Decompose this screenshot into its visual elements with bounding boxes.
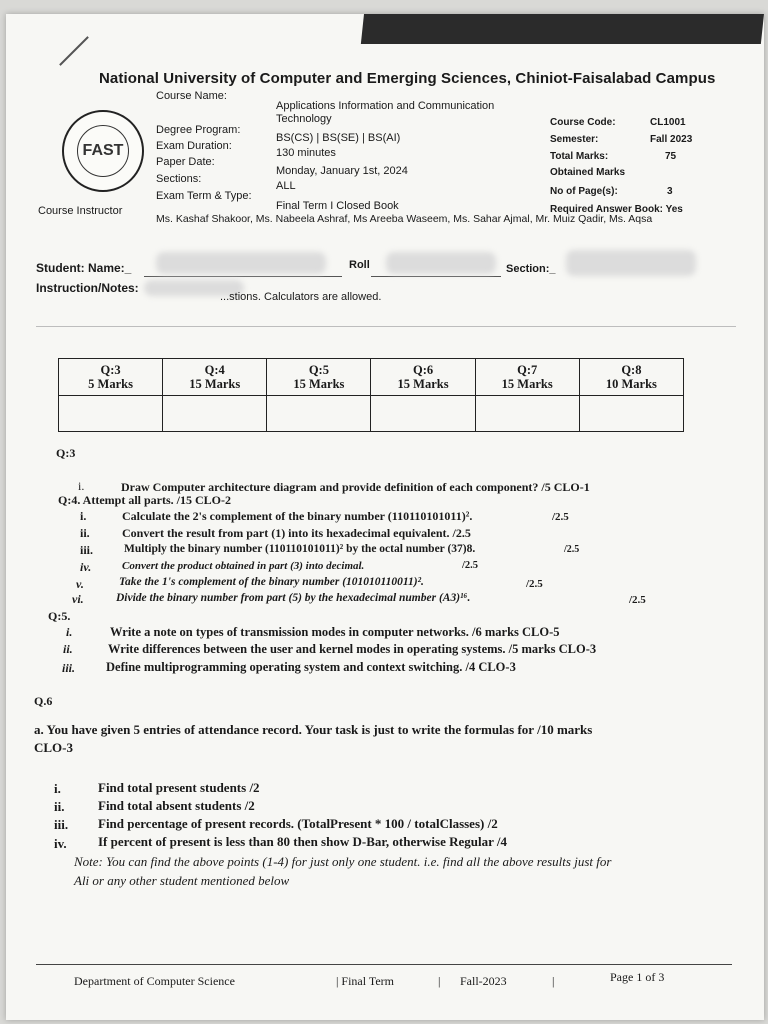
q4-item-number: i. <box>80 509 87 523</box>
q4-item-text: Convert the result from part (1) into its hexadecimal equivalent. /2.5 <box>122 526 471 540</box>
answer-book-label: Required Answer Book: Yes <box>550 204 683 215</box>
pen-mark <box>59 36 89 66</box>
obtained-marks-label: Obtained Marks <box>550 167 626 178</box>
total-marks-value: 75 <box>665 151 677 162</box>
semester-label: Semester: <box>550 134 599 145</box>
q4-item-text: Take the 1's complement of the binary number (101010110011)². <box>119 576 424 588</box>
q6-intro-line-1: a. You have given 5 entries of attendance record. Your task is just to write the formulas for /10 marks <box>34 722 593 737</box>
q6-item-number: iii. <box>54 817 69 832</box>
marks-q-label: Q:4 <box>204 363 225 377</box>
q3-item-number: i. <box>78 479 85 493</box>
q6-item-text: Find percentage of present records. (TotalPresent * 100 / totalClasses) /2 <box>98 816 498 831</box>
redacted-section <box>566 250 696 276</box>
section-label: Section:_ <box>506 263 556 275</box>
roll-label: Roll <box>349 259 370 271</box>
q4-item-mark: /2.5 <box>629 594 646 606</box>
marks-q-label: Q:3 <box>100 363 121 377</box>
q6-item-number: ii. <box>54 799 65 814</box>
q5-item-number: iii. <box>62 661 76 675</box>
q4-item-number: v. <box>76 577 84 591</box>
marks-q-label: Q:7 <box>517 363 538 377</box>
logo-emblem: FAST <box>77 125 129 177</box>
q6-intro-line-2: CLO-3 <box>34 740 73 755</box>
q4-title: Q:4. Attempt all parts. /15 CLO-2 <box>58 493 231 507</box>
footer-page-number: Page 1 of 3 <box>610 970 665 984</box>
q6-item-number: i. <box>54 781 61 796</box>
instructor-label: Course Instructor <box>38 205 123 217</box>
q6-note-line-2: Ali or any other student mentioned below <box>74 873 290 888</box>
section-divider <box>36 326 736 327</box>
term-label: Exam Term & Type: <box>156 190 252 202</box>
q4-item-number: iii. <box>80 543 94 557</box>
q6-title: Q.6 <box>34 694 53 708</box>
background-corner <box>361 14 764 44</box>
degree-label: Degree Program: <box>156 124 241 136</box>
marks-q-label: Q:6 <box>412 363 434 377</box>
course-code-label: Course Code: <box>550 117 616 128</box>
marks-cell-q6 <box>371 359 475 396</box>
student-name-label: Student: Name:_ <box>36 261 132 275</box>
footer-term: | Final Term <box>336 974 395 988</box>
marks-table-header-row <box>59 359 684 396</box>
q6-item-text: Find total present students /2 <box>98 780 260 795</box>
sections-value: ALL <box>276 180 296 192</box>
footer-department: Department of Computer Science <box>74 974 235 988</box>
roll-underline <box>371 276 501 277</box>
instructions-label: Instruction/Notes: <box>36 281 139 295</box>
q4-item-mark: /2.5 <box>552 511 569 523</box>
footer-divider <box>36 964 732 965</box>
university-logo <box>62 110 144 192</box>
q5-title: Q:5. <box>48 609 71 623</box>
marks-value: 5 Marks <box>88 377 133 391</box>
q4-item-text: Multiply the binary number (110110101011)² by the octal number (37)8. <box>124 543 476 555</box>
term-value: Final Term I Closed Book <box>276 200 399 212</box>
marks-cell-q8 <box>579 359 683 396</box>
date-label: Paper Date: <box>156 156 215 168</box>
course-name-label: Course Name: <box>156 90 227 102</box>
marks-value: 15 Marks <box>397 377 449 391</box>
footer-separator: | <box>438 974 441 988</box>
marks-value: 15 Marks <box>189 377 241 391</box>
sections-label: Sections: <box>156 173 202 185</box>
q4-item-text: Convert the product obtained in part (3) into decimal. <box>122 560 365 572</box>
q6-item-number: iv. <box>54 836 67 851</box>
footer-semester: Fall-2023 <box>460 974 507 988</box>
q6-note-line-1: Note: You can find the above points (1-4) for just only one student. i.e. find all the above results just for <box>74 854 612 869</box>
duration-label: Exam Duration: <box>156 140 232 152</box>
q5-item-text: Define multiprogramming operating system and context switching. /4 CLO-3 <box>106 660 516 674</box>
q3-item-text: Draw Computer architecture diagram and provide definition of each component? /5 CLO-1 <box>121 480 590 494</box>
q4-item-number: iv. <box>80 560 92 574</box>
semester-value: Fall 2023 <box>650 134 693 145</box>
course-code-value: CL1001 <box>650 117 686 128</box>
score-cell <box>163 396 267 432</box>
score-cell <box>59 396 163 432</box>
pages-value: 3 <box>667 186 673 197</box>
marks-cell-q7 <box>475 359 579 396</box>
name-underline <box>144 276 342 277</box>
redacted-name <box>156 252 326 274</box>
marks-cell-q5 <box>267 359 371 396</box>
score-cell <box>267 396 371 432</box>
q4-item-text: Divide the binary number from part (5) by the hexadecimal number (A3)¹⁶. <box>116 592 471 604</box>
course-name-value-2: Technology <box>276 113 332 125</box>
date-value: Monday, January 1st, 2024 <box>276 165 408 177</box>
instructions-text: ...stions. Calculators are allowed. <box>220 291 382 303</box>
exam-paper <box>6 14 764 1020</box>
marks-value: 15 Marks <box>501 377 553 391</box>
marks-q-label: Q:8 <box>621 363 642 377</box>
q5-item-text: Write a note on types of transmission modes in computer networks. /6 marks CLO-5 <box>110 625 560 639</box>
q4-item-number: vi. <box>72 592 84 606</box>
score-cell <box>475 396 579 432</box>
marks-table <box>58 358 684 432</box>
degree-value: BS(CS) | BS(SE) | BS(AI) <box>276 132 401 144</box>
marks-q-label: Q:5 <box>308 363 329 377</box>
q6-item-text: Find total absent students /2 <box>98 798 255 813</box>
marks-value: 10 Marks <box>605 377 657 391</box>
q5-item-number: ii. <box>63 642 73 656</box>
instructor-value: Ms. Kashaf Shakoor, Ms. Nabeela Ashraf, Ms Areeba Waseem, Ms. Sahar Ajmal, Mr. Muiz Qadir, Ms. Aqsa <box>156 213 653 225</box>
score-cell <box>579 396 683 432</box>
q4-item-mark: /2.5 <box>462 560 479 571</box>
q5-item-text: Write differences between the user and kernel modes in operating systems. /5 marks CLO-3 <box>108 642 597 656</box>
university-title: National University of Computer and Emerging Sciences, Chiniot-Faisalabad Campus <box>99 70 716 87</box>
q4-item-mark: /2.5 <box>526 578 543 590</box>
marks-cell-q4 <box>163 359 267 396</box>
marks-cell-q3 <box>59 359 163 396</box>
score-cell <box>371 396 475 432</box>
q6-item-text: If percent of present is less than 80 then show D-Bar, otherwise Regular /4 <box>98 834 508 849</box>
q4-item-number: ii. <box>80 526 90 540</box>
total-marks-label: Total Marks: <box>550 151 609 162</box>
q4-item-mark: /2.5 <box>564 544 580 555</box>
q5-item-number: i. <box>66 625 73 639</box>
redacted-roll <box>386 252 496 274</box>
marks-value: 15 Marks <box>293 377 345 391</box>
course-name-value-1: Applications Information and Communication <box>276 100 495 112</box>
footer-separator: | <box>552 974 555 988</box>
pages-label: No of Page(s): <box>550 186 618 197</box>
marks-table-score-row <box>59 396 684 432</box>
q4-item-text: Calculate the 2's complement of the binary number (110110101011)². <box>122 509 473 523</box>
q3-title: Q:3 <box>56 446 76 460</box>
duration-value: 130 minutes <box>276 147 336 159</box>
